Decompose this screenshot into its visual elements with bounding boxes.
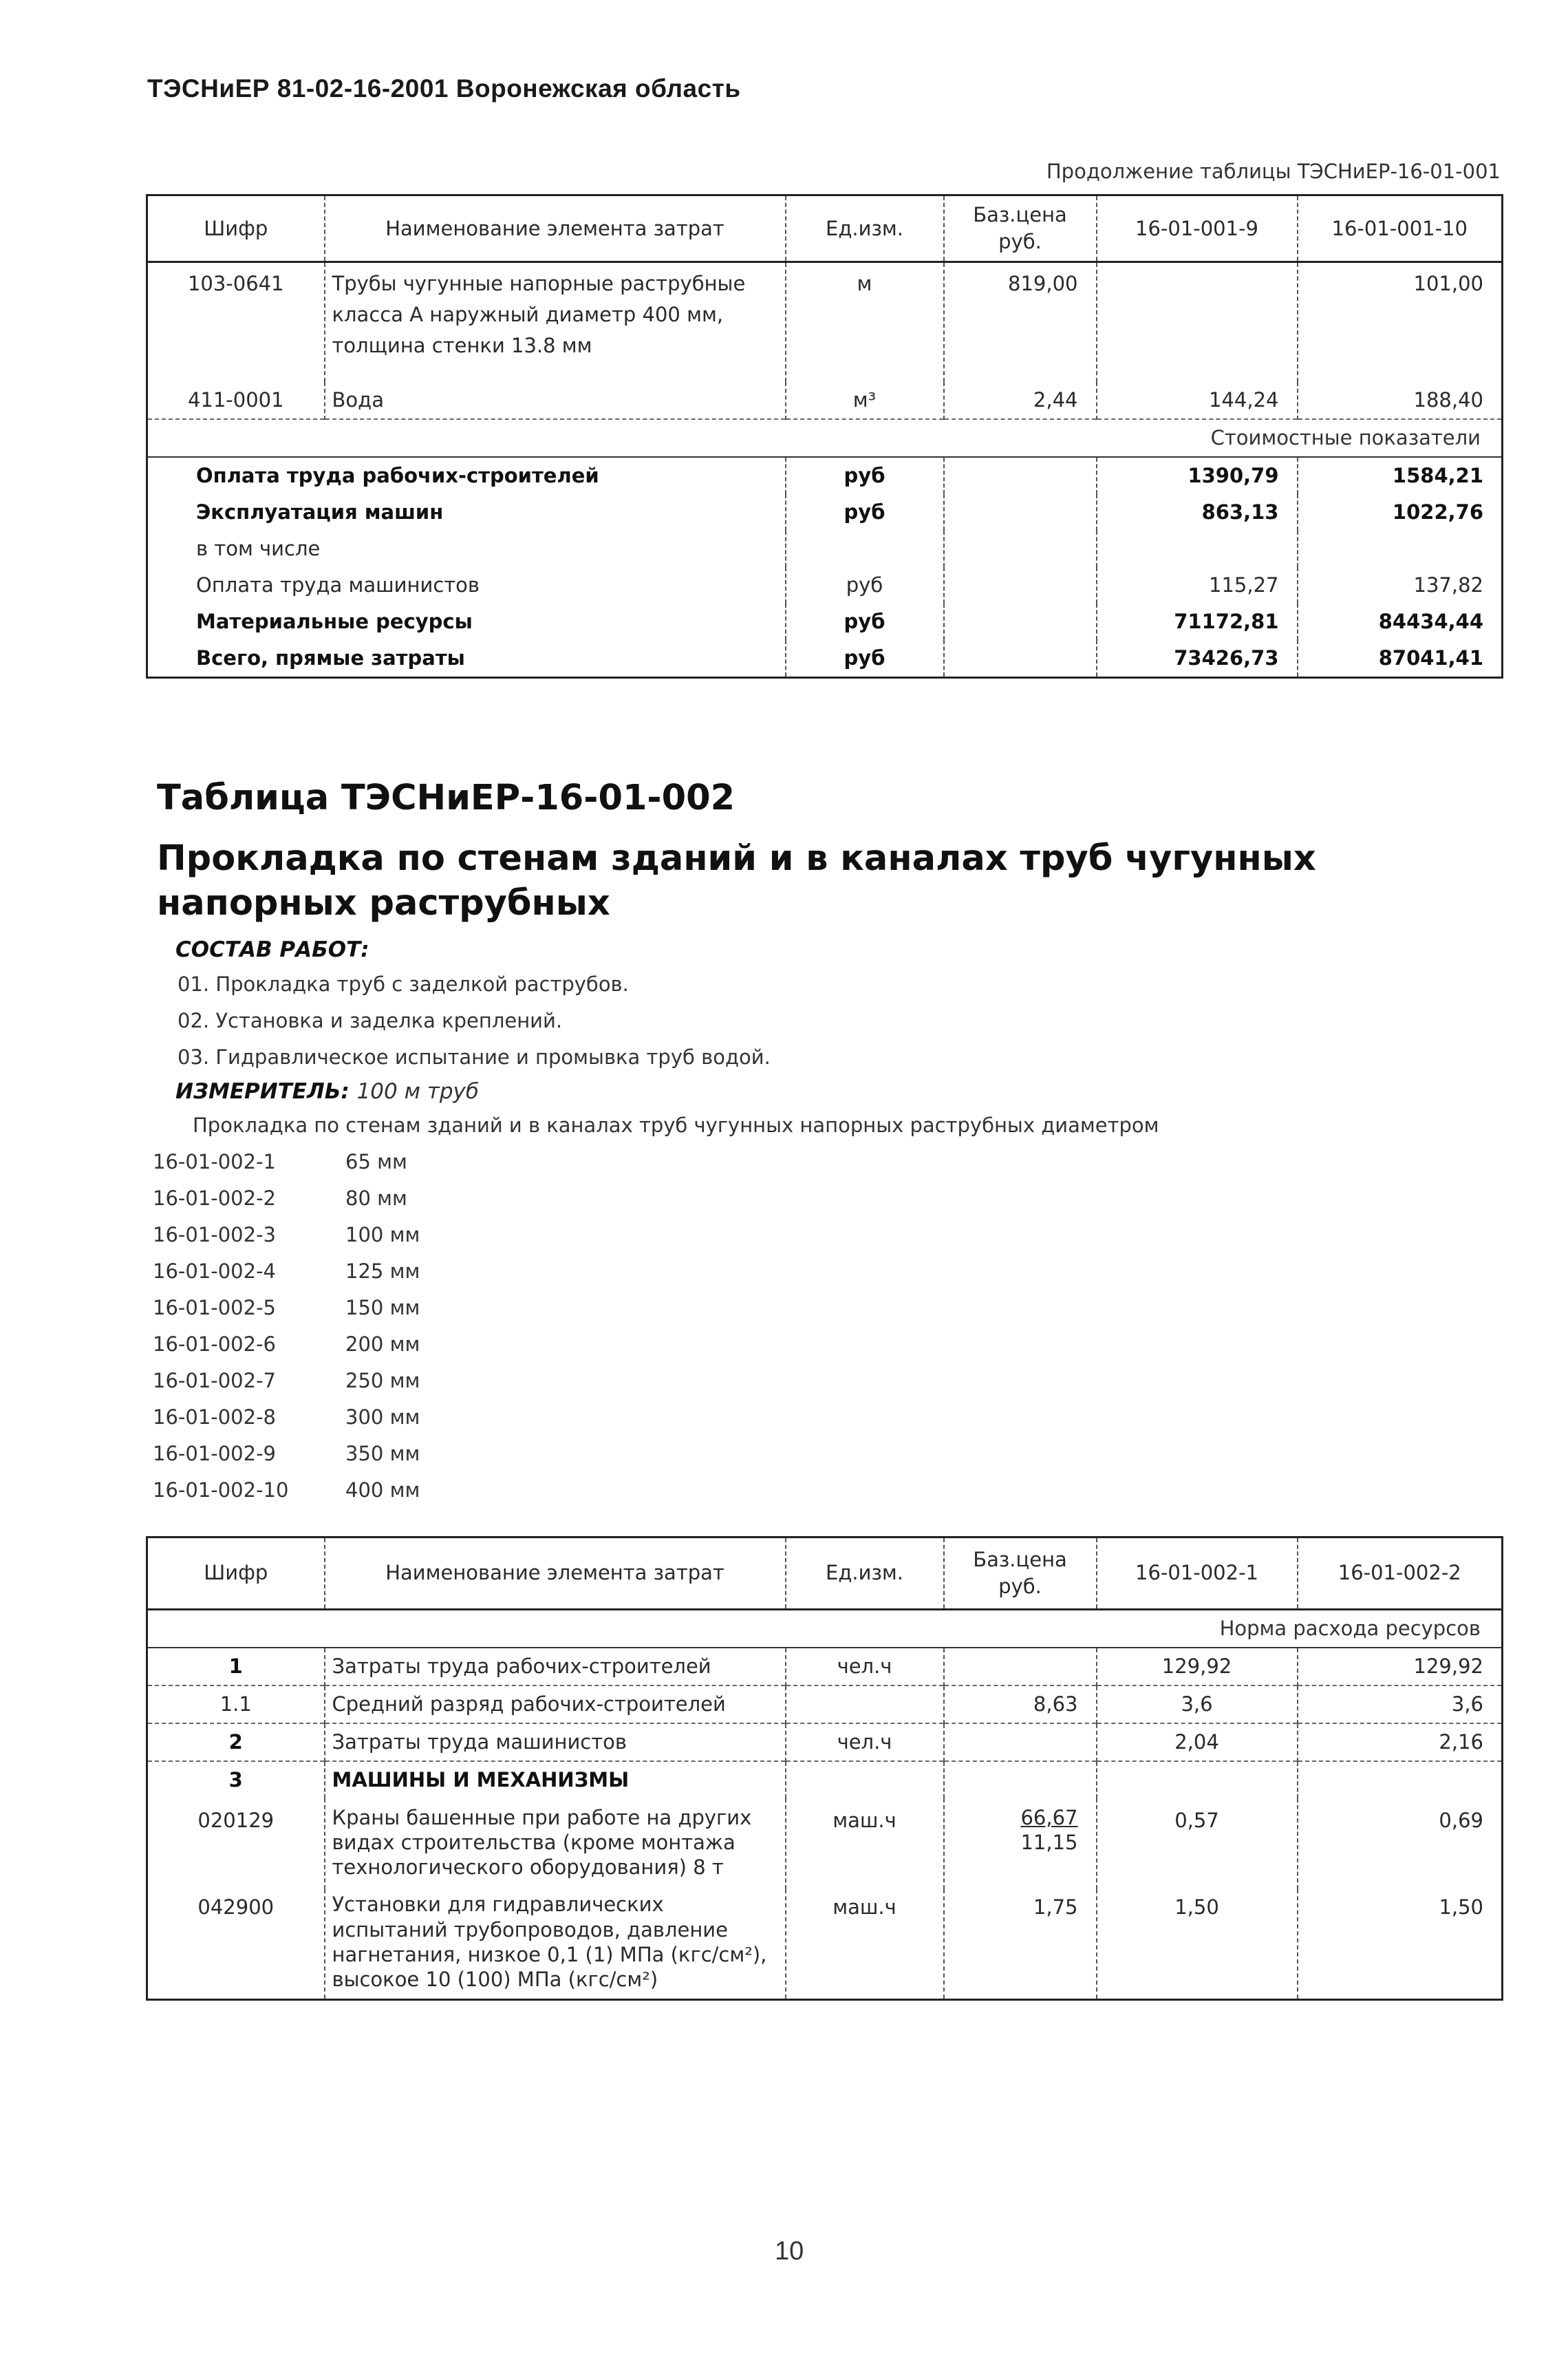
summary-unit: руб bbox=[786, 494, 944, 531]
row-code: 1.1 bbox=[147, 1685, 325, 1723]
row-value-1: 0,57 bbox=[1097, 1798, 1298, 1890]
row-name: МАШИНЫ И МЕХАНИЗМЫ bbox=[325, 1761, 786, 1798]
row-value-2: 0,69 bbox=[1298, 1798, 1503, 1890]
row-price-cell bbox=[944, 1798, 1097, 1890]
summary-unit: руб bbox=[786, 457, 944, 494]
variant-code: 16-01-002-3 bbox=[153, 1223, 276, 1246]
row-name: Средний разряд рабочих-строителей bbox=[325, 1685, 786, 1723]
variant-code: 16-01-002-10 bbox=[153, 1478, 289, 1502]
work-item: 02. Установка и заделка креплений. bbox=[178, 1009, 563, 1032]
col-header-variant-2: 16-01-001-10 bbox=[1298, 195, 1503, 262]
summary-value-2: 1022,76 bbox=[1298, 494, 1503, 531]
row-price: 8,63 bbox=[944, 1685, 1097, 1723]
summary-value-2: 84434,44 bbox=[1298, 604, 1503, 640]
variant-row bbox=[153, 1369, 420, 1392]
summary-unit: руб bbox=[786, 604, 944, 640]
col-header-variant-1: 16-01-002-1 bbox=[1097, 1538, 1298, 1610]
variant-row bbox=[153, 1296, 420, 1319]
summary-value-1 bbox=[1097, 531, 1298, 567]
measure-label: ИЗМЕРИТЕЛЬ: bbox=[175, 1079, 350, 1104]
measure-line bbox=[175, 1079, 479, 1104]
work-item: 01. Прокладка труб с заделкой раструбов. bbox=[178, 972, 629, 996]
empty-cell bbox=[944, 567, 1097, 604]
row-code: 2 bbox=[147, 1723, 325, 1761]
summary-name: Оплата труда рабочих-строителей bbox=[196, 463, 599, 487]
table-subtitle: Прокладка по стенам зданий и в каналах труб чугунных напорных раструбных bbox=[157, 838, 1316, 924]
row-name: Затраты труда рабочих-строителей bbox=[325, 1648, 786, 1685]
variant-size: 65 мм bbox=[345, 1150, 407, 1173]
variant-size: 150 мм bbox=[345, 1296, 420, 1319]
table-continuation-caption: Продолжение таблицы ТЭСНиЕР-16-01-001 bbox=[1046, 160, 1501, 183]
variant-row bbox=[153, 1187, 407, 1210]
section-row bbox=[147, 419, 1503, 457]
variant-row bbox=[153, 1442, 420, 1465]
variant-size: 80 мм bbox=[345, 1187, 407, 1210]
row-value-2: 129,92 bbox=[1298, 1648, 1503, 1685]
table-header-row bbox=[147, 1538, 1503, 1610]
row-code: 020129 bbox=[197, 1808, 275, 1832]
work-composition-label: СОСТАВ РАБОТ: bbox=[175, 937, 369, 962]
variant-row bbox=[153, 1259, 420, 1283]
row-unit bbox=[786, 1685, 944, 1723]
table-row bbox=[147, 382, 1503, 419]
row-price: 66,67 bbox=[1020, 1805, 1078, 1829]
variant-code: 16-01-002-6 bbox=[153, 1332, 276, 1356]
variant-row bbox=[153, 1405, 420, 1429]
summary-unit bbox=[786, 531, 944, 567]
summary-unit: руб bbox=[786, 640, 944, 677]
row-value-2: 101,00 bbox=[1298, 262, 1503, 382]
col-header-variant-2: 16-01-002-2 bbox=[1298, 1538, 1503, 1610]
variant-code: 16-01-002-7 bbox=[153, 1369, 276, 1392]
variant-code: 16-01-002-5 bbox=[153, 1296, 276, 1319]
summary-value-1: 115,27 bbox=[1097, 567, 1298, 604]
empty-cell bbox=[944, 494, 1097, 531]
row-price bbox=[944, 1648, 1097, 1685]
summary-value-2: 137,82 bbox=[1298, 567, 1503, 604]
summary-name: в том числе bbox=[196, 536, 321, 560]
row-price: 2,44 bbox=[944, 382, 1097, 419]
summary-value-1: 1390,79 bbox=[1097, 457, 1298, 494]
row-value-2: 3,6 bbox=[1298, 1685, 1503, 1723]
summary-row bbox=[147, 567, 1503, 604]
col-header-price: Баз.цена руб. bbox=[944, 195, 1097, 262]
row-unit: маш.ч bbox=[786, 1889, 944, 2000]
summary-value-2 bbox=[1298, 531, 1503, 567]
table-row bbox=[147, 1685, 1503, 1723]
table-row bbox=[147, 1761, 1503, 1798]
section-label: Стоимостные показатели bbox=[147, 419, 1503, 457]
row-name: Вода bbox=[325, 382, 786, 419]
table-title: Таблица ТЭСНиЕР-16-01-002 bbox=[157, 778, 735, 818]
summary-row bbox=[147, 494, 1503, 531]
row-code: 411-0001 bbox=[187, 388, 284, 412]
summary-row bbox=[147, 457, 1503, 494]
row-code: 3 bbox=[147, 1761, 325, 1798]
row-name: Затраты труда машинистов bbox=[325, 1723, 786, 1761]
row-price-machinist: 11,15 bbox=[1020, 1830, 1078, 1854]
col-header-price: Баз.цена руб. bbox=[944, 1538, 1097, 1610]
row-value-1: 144,24 bbox=[1097, 382, 1298, 419]
variant-code: 16-01-002-8 bbox=[153, 1405, 276, 1429]
variant-code: 16-01-002-4 bbox=[153, 1259, 276, 1283]
table-row bbox=[147, 1889, 1503, 2000]
empty-cell bbox=[944, 640, 1097, 677]
table-row bbox=[147, 1648, 1503, 1685]
summary-name: Оплата труда машинистов bbox=[196, 573, 480, 597]
row-unit: чел.ч bbox=[786, 1648, 944, 1685]
summary-name: Всего, прямые затраты bbox=[196, 646, 465, 670]
row-code: 042900 bbox=[197, 1895, 275, 1919]
empty-cell bbox=[944, 531, 1097, 567]
page-number: 10 bbox=[775, 2237, 804, 2266]
table-row bbox=[147, 1798, 1503, 1890]
row-value-2 bbox=[1298, 1761, 1503, 1798]
table-row bbox=[147, 1723, 1503, 1761]
col-header-name: Наименование элемента затрат bbox=[325, 195, 786, 262]
work-item: 03. Гидравлическое испытание и промывка труб водой. bbox=[178, 1045, 771, 1069]
row-value-1 bbox=[1097, 1761, 1298, 1798]
row-code: 103-0641 bbox=[187, 272, 284, 296]
col-header-code: Шифр bbox=[204, 216, 268, 240]
variant-row bbox=[153, 1150, 407, 1173]
row-value-1: 1,50 bbox=[1097, 1889, 1298, 2000]
row-unit: м³ bbox=[786, 382, 944, 419]
table-description: Прокладка по стенам зданий и в каналах труб чугунных напорных раструбных диаметром bbox=[193, 1114, 1159, 1137]
variant-size: 250 мм bbox=[345, 1369, 420, 1392]
col-header-unit: Ед.изм. bbox=[786, 1538, 944, 1610]
variant-size: 400 мм bbox=[345, 1478, 420, 1502]
variant-row bbox=[153, 1332, 420, 1356]
table-row bbox=[147, 262, 1503, 382]
section-row bbox=[147, 1610, 1503, 1648]
variant-size: 350 мм bbox=[345, 1442, 420, 1465]
empty-cell bbox=[944, 604, 1097, 640]
row-price: 1,75 bbox=[944, 1889, 1097, 2000]
row-price: 819,00 bbox=[944, 262, 1097, 382]
summary-row bbox=[147, 640, 1503, 677]
empty-cell bbox=[944, 457, 1097, 494]
col-header-code: Шифр bbox=[204, 1561, 268, 1585]
row-unit bbox=[786, 1761, 944, 1798]
row-unit: чел.ч bbox=[786, 1723, 944, 1761]
variant-size: 125 мм bbox=[345, 1259, 420, 1283]
variant-code: 16-01-002-9 bbox=[153, 1442, 276, 1465]
col-header-variant-1: 16-01-001-9 bbox=[1097, 195, 1298, 262]
col-header-unit: Ед.изм. bbox=[786, 195, 944, 262]
summary-unit: руб bbox=[786, 567, 944, 604]
summary-row bbox=[147, 604, 1503, 640]
row-name: Краны башенные при работе на других видах строительства (кроме монтажа технологического оборудования) 8 т bbox=[325, 1798, 786, 1890]
section-label: Норма расхода ресурсов bbox=[147, 1610, 1503, 1648]
summary-value-1: 73426,73 bbox=[1097, 640, 1298, 677]
row-name: Трубы чугунные напорные раструбные класса А наружный диаметр 400 мм, толщина стенки 13.8 мм bbox=[325, 262, 786, 382]
row-code: 1 bbox=[228, 1654, 243, 1678]
cost-table-16-01-001 bbox=[146, 194, 1503, 679]
variant-size: 300 мм bbox=[345, 1405, 420, 1429]
summary-value-1: 71172,81 bbox=[1097, 604, 1298, 640]
row-value-1: 2,04 bbox=[1097, 1723, 1298, 1761]
row-value-1 bbox=[1097, 262, 1298, 382]
row-price bbox=[944, 1761, 1097, 1798]
variant-size: 200 мм bbox=[345, 1332, 420, 1356]
variant-code: 16-01-002-1 bbox=[153, 1150, 276, 1173]
row-value-2: 188,40 bbox=[1298, 382, 1503, 419]
table-header-row bbox=[147, 195, 1503, 262]
variant-row bbox=[153, 1478, 420, 1502]
col-header-name: Наименование элемента затрат bbox=[325, 1538, 786, 1610]
row-value-1: 3,6 bbox=[1097, 1685, 1298, 1723]
row-unit: маш.ч bbox=[786, 1798, 944, 1890]
row-price bbox=[944, 1723, 1097, 1761]
document-header: ТЭСНиЕР 81-02-16-2001 Воронежская область bbox=[147, 74, 741, 103]
summary-value-1: 863,13 bbox=[1097, 494, 1298, 531]
summary-value-2: 1584,21 bbox=[1298, 457, 1503, 494]
row-name: Установки для гидравлических испытаний трубопроводов, давление нагнетания, низкое 0,1 (1) МПа (кгс/см²), высокое 10 (100) МПа (кгс/см²) bbox=[325, 1889, 786, 2000]
row-unit: м bbox=[786, 262, 944, 382]
row-value-1: 129,92 bbox=[1097, 1648, 1298, 1685]
resource-table-16-01-002 bbox=[146, 1536, 1503, 2001]
row-value-2: 2,16 bbox=[1298, 1723, 1503, 1761]
summary-name: Эксплуатация машин bbox=[196, 500, 444, 524]
measure-value: 100 м труб bbox=[356, 1079, 480, 1104]
variant-size: 100 мм bbox=[345, 1223, 420, 1246]
variant-code: 16-01-002-2 bbox=[153, 1187, 276, 1210]
variant-row bbox=[153, 1223, 420, 1246]
summary-name: Материальные ресурсы bbox=[196, 609, 473, 633]
summary-value-2: 87041,41 bbox=[1298, 640, 1503, 677]
summary-row bbox=[147, 531, 1503, 567]
row-value-2: 1,50 bbox=[1298, 1889, 1503, 2000]
